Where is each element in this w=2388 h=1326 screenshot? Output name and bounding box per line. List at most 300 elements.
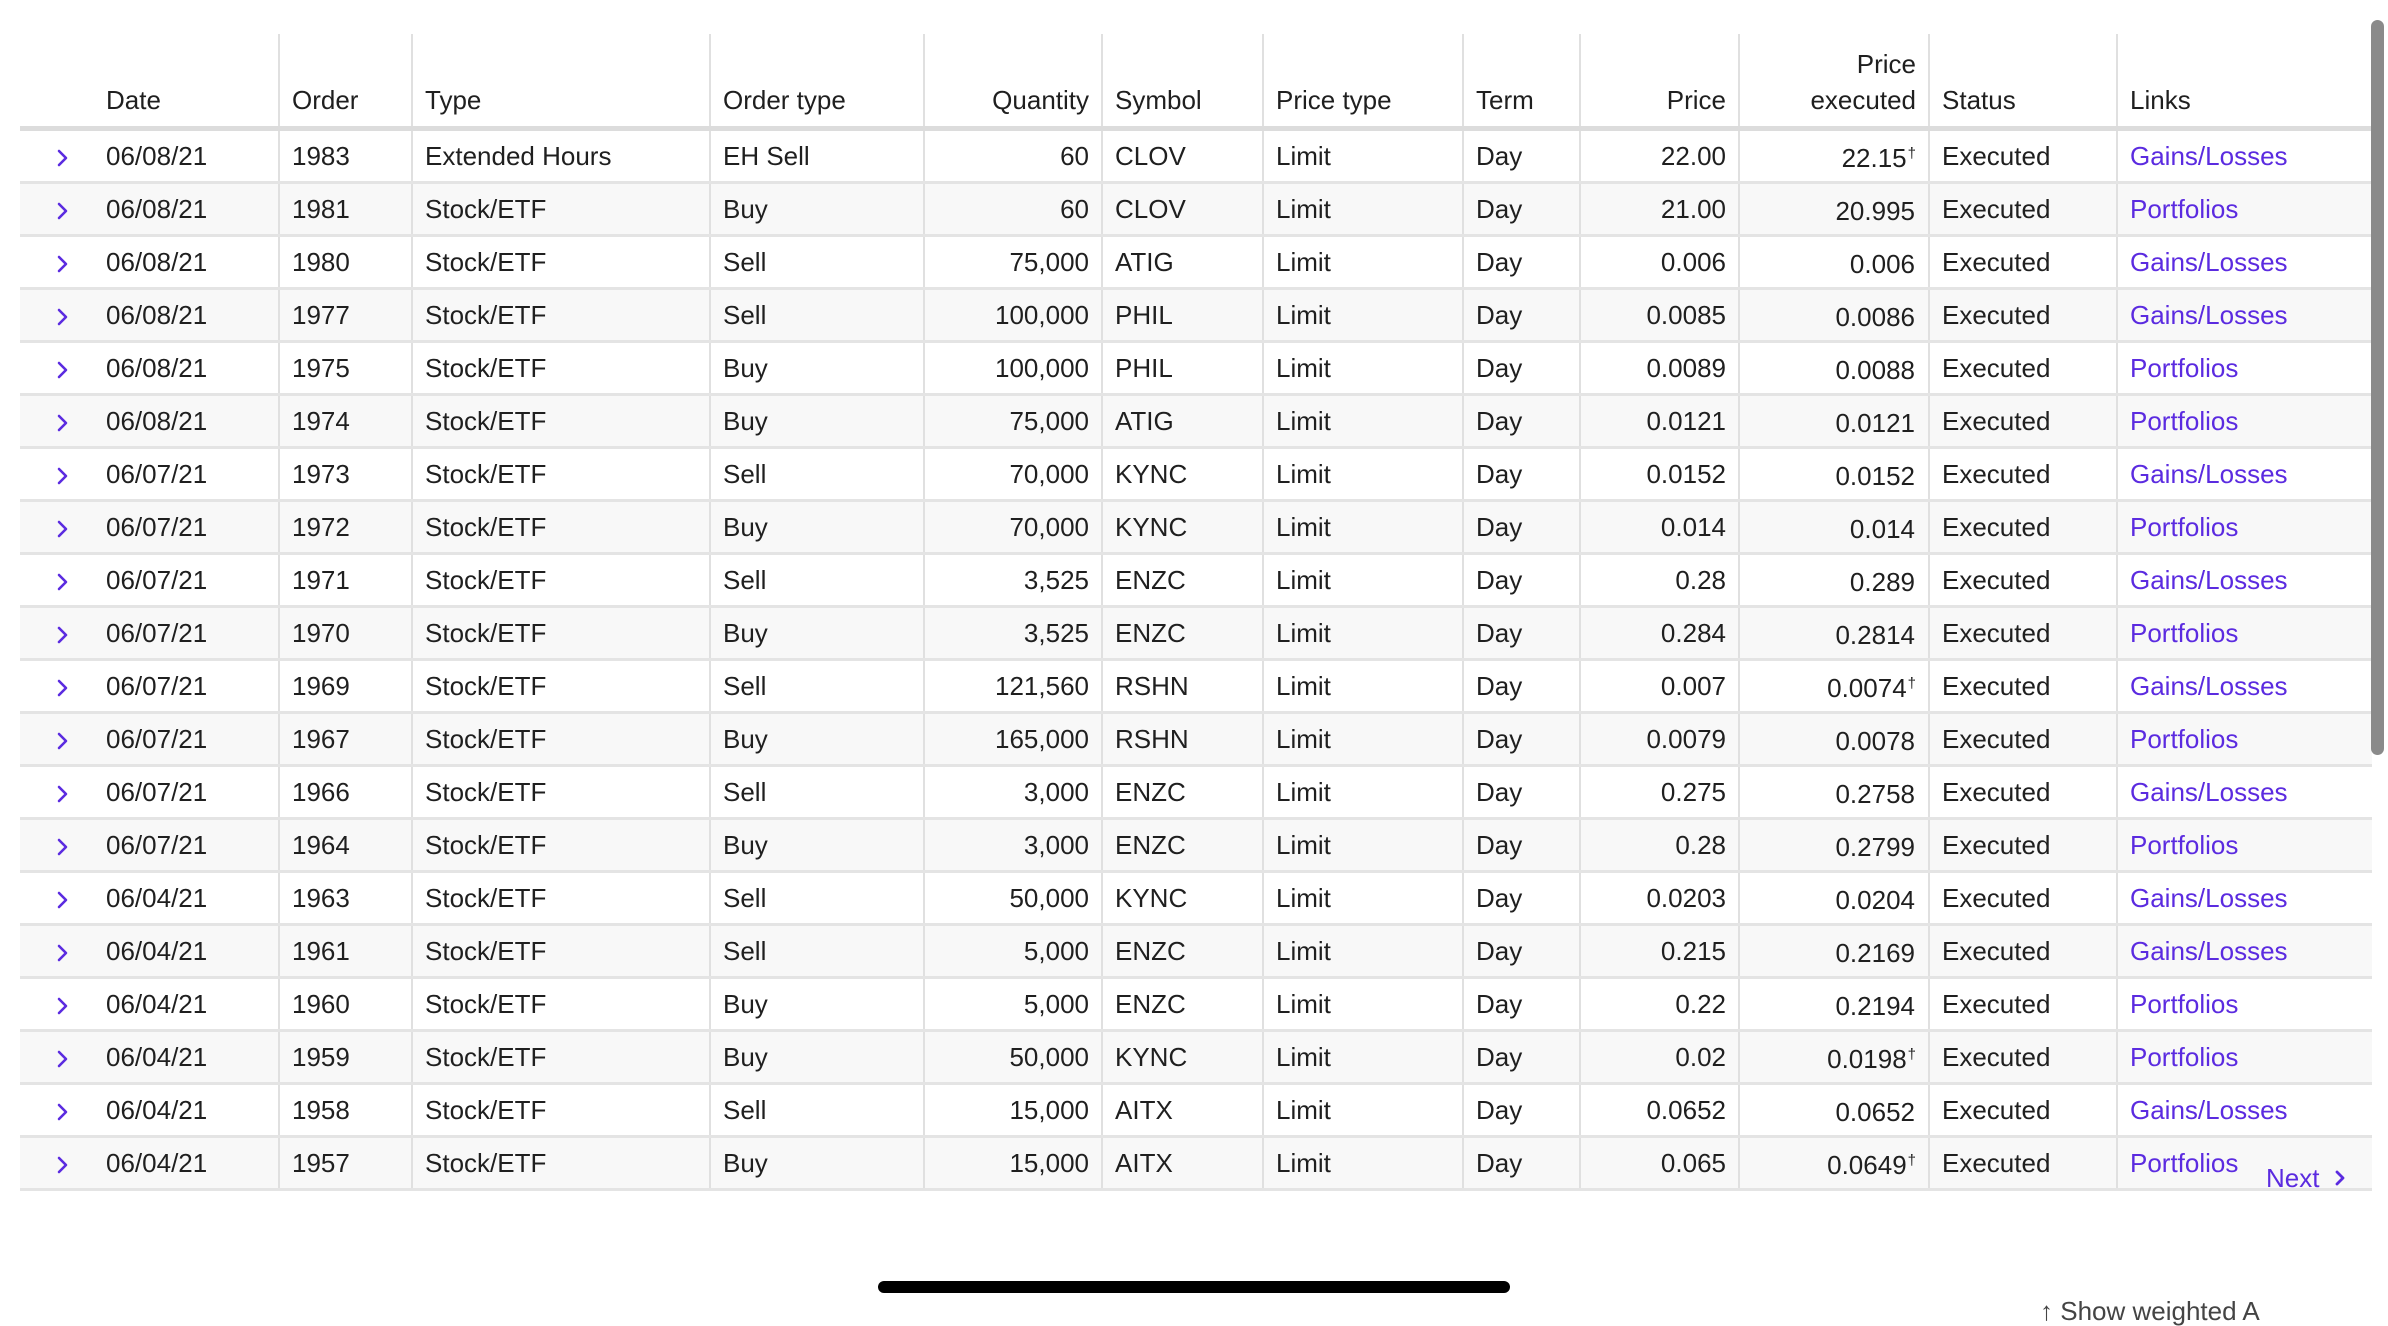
chevron-right-icon[interactable] [20, 558, 106, 603]
footer-clipped-link[interactable]: ↑ Show weighted A [2040, 1296, 2260, 1326]
date-cell [20, 713, 279, 766]
footnote-dagger: † [1907, 675, 1916, 692]
order-date: 06/07/21 [106, 829, 208, 860]
column-header-symbol: Symbol [1102, 34, 1263, 129]
price-executed: 0.0649 [1827, 1150, 1907, 1180]
symbol: RSHN [1102, 660, 1263, 713]
row-link[interactable]: Portfolios [2130, 1041, 2239, 1072]
links-cell [2117, 819, 2372, 872]
term: Day [1463, 1084, 1580, 1137]
chevron-right-icon[interactable] [20, 399, 106, 444]
status: Executed [1929, 1031, 2117, 1084]
row-link[interactable]: Gains/Losses [2130, 299, 2288, 330]
order-type: Buy [710, 342, 924, 395]
price-type: Limit [1263, 766, 1463, 819]
order-type: Sell [710, 448, 924, 501]
price-type: Limit [1263, 183, 1463, 236]
links-cell [2117, 1031, 2372, 1084]
symbol: ENZC [1102, 925, 1263, 978]
row-link[interactable]: Portfolios [2130, 405, 2239, 436]
row-link[interactable]: Gains/Losses [2130, 246, 2288, 277]
links-cell [2117, 342, 2372, 395]
row-link[interactable]: Portfolios [2130, 511, 2239, 542]
order-number: 1958 [279, 1084, 412, 1137]
column-header-term: Term [1463, 34, 1580, 129]
order-category: Stock/ETF [412, 342, 710, 395]
status: Executed [1929, 448, 2117, 501]
symbol: RSHN [1102, 713, 1263, 766]
order-date: 06/07/21 [106, 723, 208, 754]
row-link[interactable]: Portfolios [2130, 988, 2239, 1019]
table-header-row [20, 34, 2372, 129]
column-header-links: Links [2117, 34, 2372, 129]
order-type: Sell [710, 554, 924, 607]
table-row [20, 289, 2372, 342]
order-type: Buy [710, 395, 924, 448]
price-executed: 0.0078 [1835, 726, 1915, 756]
row-link[interactable]: Gains/Losses [2130, 935, 2288, 966]
next-label: Next [2266, 1163, 2320, 1193]
order-type: Sell [710, 236, 924, 289]
order-type: Buy [710, 501, 924, 554]
order-type: Buy [710, 1137, 924, 1190]
quantity: 15,000 [924, 1137, 1102, 1190]
price-type: Limit [1263, 448, 1463, 501]
orders-table [20, 34, 2372, 1191]
symbol: ENZC [1102, 766, 1263, 819]
order-type: Sell [710, 289, 924, 342]
term: Day [1463, 925, 1580, 978]
status: Executed [1929, 872, 2117, 925]
chevron-right-icon [2335, 1168, 2347, 1188]
links-cell [2117, 289, 2372, 342]
symbol: ENZC [1102, 554, 1263, 607]
order-date: 06/07/21 [106, 776, 208, 807]
footnote-dagger: † [1907, 1152, 1916, 1169]
quantity: 3,525 [924, 554, 1102, 607]
order-date: 06/04/21 [106, 935, 208, 966]
date-cell [20, 766, 279, 819]
quantity: 50,000 [924, 872, 1102, 925]
status: Executed [1929, 395, 2117, 448]
price-type: Limit [1263, 607, 1463, 660]
column-header-price-executed: Price executed [1739, 34, 1929, 129]
status: Executed [1929, 554, 2117, 607]
links-cell [2117, 872, 2372, 925]
order-category: Stock/ETF [412, 289, 710, 342]
order-type: Buy [710, 607, 924, 660]
symbol: ATIG [1102, 395, 1263, 448]
date-cell [20, 978, 279, 1031]
row-link[interactable]: Portfolios [2130, 193, 2239, 224]
status: Executed [1929, 766, 2117, 819]
price-type: Limit [1263, 1084, 1463, 1137]
links-cell [2117, 1084, 2372, 1137]
column-header-type: Type [412, 34, 710, 129]
status: Executed [1929, 236, 2117, 289]
order-date: 06/04/21 [106, 1147, 208, 1178]
table-row [20, 1084, 2372, 1137]
column-header-order-type: Order type [710, 34, 924, 129]
price: 0.006 [1580, 236, 1739, 289]
chevron-right-icon[interactable] [20, 240, 106, 285]
order-category: Stock/ETF [412, 713, 710, 766]
status: Executed [1929, 289, 2117, 342]
price-executed-cell [1739, 1084, 1929, 1137]
price-executed-cell [1739, 129, 1929, 183]
date-cell [20, 448, 279, 501]
order-category: Stock/ETF [412, 501, 710, 554]
order-type: Sell [710, 925, 924, 978]
price-executed-cell [1739, 978, 1929, 1031]
price: 0.284 [1580, 607, 1739, 660]
order-category: Stock/ETF [412, 1031, 710, 1084]
term: Day [1463, 607, 1580, 660]
row-link[interactable]: Gains/Losses [2130, 776, 2288, 807]
order-type: Buy [710, 819, 924, 872]
price-executed-cell [1739, 925, 1929, 978]
order-number: 1980 [279, 236, 412, 289]
price: 21.00 [1580, 183, 1739, 236]
chevron-right-icon[interactable] [20, 293, 106, 338]
order-date: 06/08/21 [106, 405, 208, 436]
term: Day [1463, 1137, 1580, 1190]
order-category: Stock/ETF [412, 872, 710, 925]
table-row [20, 1031, 2372, 1084]
order-category: Stock/ETF [412, 395, 710, 448]
order-type: EH Sell [710, 129, 924, 183]
status: Executed [1929, 819, 2117, 872]
table-row [20, 925, 2372, 978]
order-date: 06/08/21 [106, 246, 208, 277]
footnote-dagger: † [1907, 1046, 1916, 1063]
price: 0.02 [1580, 1031, 1739, 1084]
quantity: 5,000 [924, 925, 1102, 978]
row-link[interactable]: Portfolios [2130, 1147, 2239, 1178]
order-date: 06/04/21 [106, 988, 208, 1019]
row-link[interactable]: Gains/Losses [2130, 882, 2288, 913]
term: Day [1463, 660, 1580, 713]
price-executed-cell [1739, 1137, 1929, 1190]
price-type: Limit [1263, 978, 1463, 1031]
term: Day [1463, 978, 1580, 1031]
price-executed-cell [1739, 183, 1929, 236]
price-type: Limit [1263, 395, 1463, 448]
price-type: Limit [1263, 554, 1463, 607]
order-number: 1957 [279, 1137, 412, 1190]
chevron-right-icon[interactable] [20, 611, 106, 656]
quantity: 70,000 [924, 448, 1102, 501]
row-link[interactable]: Portfolios [2130, 723, 2239, 754]
price: 0.014 [1580, 501, 1739, 554]
order-date: 06/08/21 [106, 352, 208, 383]
price-executed: 0.014 [1849, 514, 1915, 544]
column-header-order: Order [279, 34, 412, 129]
column-header-quantity: Quantity [924, 34, 1102, 129]
order-category: Stock/ETF [412, 183, 710, 236]
chevron-right-icon[interactable] [20, 505, 106, 550]
price-executed-cell [1739, 342, 1929, 395]
status: Executed [1929, 342, 2117, 395]
quantity: 100,000 [924, 342, 1102, 395]
order-number: 1969 [279, 660, 412, 713]
term: Day [1463, 766, 1580, 819]
status: Executed [1929, 501, 2117, 554]
order-date: 06/08/21 [106, 299, 208, 330]
quantity: 100,000 [924, 289, 1102, 342]
price: 0.0121 [1580, 395, 1739, 448]
links-cell [2117, 713, 2372, 766]
status: Executed [1929, 978, 2117, 1031]
table-row [20, 660, 2372, 713]
symbol: PHIL [1102, 289, 1263, 342]
price-executed-cell [1739, 448, 1929, 501]
order-category: Stock/ETF [412, 1084, 710, 1137]
price: 0.007 [1580, 660, 1739, 713]
date-cell [20, 342, 279, 395]
order-number: 1967 [279, 713, 412, 766]
date-cell [20, 872, 279, 925]
price-executed: 0.0652 [1835, 1097, 1915, 1127]
date-cell [20, 395, 279, 448]
order-type: Buy [710, 713, 924, 766]
order-number: 1975 [279, 342, 412, 395]
row-link[interactable]: Gains/Losses [2130, 1094, 2288, 1125]
quantity: 165,000 [924, 713, 1102, 766]
price-type: Limit [1263, 1137, 1463, 1190]
price: 0.0079 [1580, 713, 1739, 766]
chevron-right-icon[interactable] [20, 929, 106, 974]
price-executed-cell [1739, 872, 1929, 925]
price-executed: 0.0121 [1835, 408, 1915, 438]
order-number: 1966 [279, 766, 412, 819]
next-page-button[interactable] [2266, 1160, 2347, 1196]
status: Executed [1929, 1137, 2117, 1190]
order-number: 1964 [279, 819, 412, 872]
table-row [20, 872, 2372, 925]
row-link[interactable]: Portfolios [2130, 829, 2239, 860]
quantity: 5,000 [924, 978, 1102, 1031]
table-row [20, 183, 2372, 236]
chevron-right-icon[interactable] [20, 1141, 106, 1186]
order-category: Stock/ETF [412, 554, 710, 607]
date-cell [20, 554, 279, 607]
table-row [20, 395, 2372, 448]
symbol: ENZC [1102, 978, 1263, 1031]
symbol: KYNC [1102, 872, 1263, 925]
term: Day [1463, 713, 1580, 766]
status: Executed [1929, 660, 2117, 713]
price: 0.28 [1580, 819, 1739, 872]
chevron-right-icon[interactable] [20, 823, 106, 868]
order-type: Sell [710, 660, 924, 713]
price-type: Limit [1263, 1031, 1463, 1084]
order-date: 06/04/21 [106, 1094, 208, 1125]
price-executed: 0.2169 [1835, 938, 1915, 968]
chevron-right-icon[interactable] [20, 346, 106, 391]
price-executed-cell [1739, 395, 1929, 448]
symbol: PHIL [1102, 342, 1263, 395]
symbol: ATIG [1102, 236, 1263, 289]
table-row [20, 129, 2372, 183]
chevron-right-icon[interactable] [20, 134, 106, 179]
table-row [20, 766, 2372, 819]
price: 0.0085 [1580, 289, 1739, 342]
price-executed-cell [1739, 236, 1929, 289]
row-link[interactable]: Gains/Losses [2130, 564, 2288, 595]
term: Day [1463, 289, 1580, 342]
chevron-right-icon[interactable] [20, 664, 106, 709]
date-cell [20, 1084, 279, 1137]
symbol: CLOV [1102, 183, 1263, 236]
price-type: Limit [1263, 872, 1463, 925]
price-type: Limit [1263, 925, 1463, 978]
row-link[interactable]: Gains/Losses [2130, 458, 2288, 489]
term: Day [1463, 819, 1580, 872]
order-type: Sell [710, 1084, 924, 1137]
order-type: Sell [710, 766, 924, 819]
table-row [20, 236, 2372, 289]
price-type: Limit [1263, 289, 1463, 342]
chevron-right-icon[interactable] [20, 1088, 106, 1133]
price-executed-cell [1739, 501, 1929, 554]
price-executed: 0.2799 [1835, 832, 1915, 862]
price-type: Limit [1263, 660, 1463, 713]
chevron-right-icon[interactable] [20, 770, 106, 815]
price-executed-cell [1739, 1031, 1929, 1084]
date-cell [20, 129, 279, 183]
chevron-right-icon[interactable] [20, 717, 106, 762]
price: 0.22 [1580, 978, 1739, 1031]
quantity: 75,000 [924, 236, 1102, 289]
price-executed: 0.289 [1849, 567, 1915, 597]
order-type: Buy [710, 183, 924, 236]
order-type: Sell [710, 872, 924, 925]
quantity: 75,000 [924, 395, 1102, 448]
order-number: 1977 [279, 289, 412, 342]
chevron-right-icon[interactable] [20, 876, 106, 921]
symbol: AITX [1102, 1084, 1263, 1137]
table-body [20, 129, 2372, 1190]
row-link[interactable]: Portfolios [2130, 617, 2239, 648]
table-row [20, 501, 2372, 554]
date-cell [20, 289, 279, 342]
quantity: 70,000 [924, 501, 1102, 554]
price-executed: 0.0086 [1835, 302, 1915, 332]
row-link[interactable]: Gains/Losses [2130, 140, 2288, 171]
vertical-scrollbar[interactable] [2371, 20, 2384, 755]
quantity: 50,000 [924, 1031, 1102, 1084]
column-header-status: Status [1929, 34, 2117, 129]
symbol: CLOV [1102, 129, 1263, 183]
date-cell [20, 660, 279, 713]
order-number: 1970 [279, 607, 412, 660]
price-executed: 0.0152 [1835, 461, 1915, 491]
order-category: Stock/ETF [412, 236, 710, 289]
price-executed-cell [1739, 554, 1929, 607]
date-cell [20, 925, 279, 978]
price: 0.275 [1580, 766, 1739, 819]
date-cell [20, 1137, 279, 1190]
order-category: Stock/ETF [412, 766, 710, 819]
order-number: 1981 [279, 183, 412, 236]
price-executed: 0.0088 [1835, 355, 1915, 385]
order-category: Stock/ETF [412, 978, 710, 1031]
price-type: Limit [1263, 129, 1463, 183]
quantity: 3,525 [924, 607, 1102, 660]
links-cell [2117, 925, 2372, 978]
chevron-right-icon[interactable] [20, 452, 106, 497]
price: 0.215 [1580, 925, 1739, 978]
price: 0.0089 [1580, 342, 1739, 395]
symbol: ENZC [1102, 607, 1263, 660]
status: Executed [1929, 607, 2117, 660]
order-date: 06/08/21 [106, 140, 208, 171]
price-executed-cell [1739, 766, 1929, 819]
links-cell [2117, 501, 2372, 554]
order-date: 06/07/21 [106, 458, 208, 489]
price-executed-cell [1739, 607, 1929, 660]
home-indicator [878, 1281, 1510, 1293]
chevron-right-icon[interactable] [20, 982, 106, 1027]
term: Day [1463, 554, 1580, 607]
order-category: Stock/ETF [412, 607, 710, 660]
order-category: Extended Hours [412, 129, 710, 183]
symbol: KYNC [1102, 501, 1263, 554]
order-date: 06/07/21 [106, 564, 208, 595]
price: 0.0152 [1580, 448, 1739, 501]
table-row [20, 448, 2372, 501]
price-executed: 22.15 [1841, 143, 1907, 173]
order-number: 1961 [279, 925, 412, 978]
status: Executed [1929, 183, 2117, 236]
date-cell [20, 607, 279, 660]
date-cell [20, 501, 279, 554]
date-cell [20, 1031, 279, 1084]
column-header-price-type: Price type [1263, 34, 1463, 129]
order-date: 06/04/21 [106, 882, 208, 913]
order-type: Buy [710, 1031, 924, 1084]
order-number: 1974 [279, 395, 412, 448]
price-executed: 0.2758 [1835, 779, 1915, 809]
price-executed-cell [1739, 289, 1929, 342]
links-cell [2117, 607, 2372, 660]
price-executed: 20.995 [1835, 196, 1915, 226]
symbol: KYNC [1102, 448, 1263, 501]
price-executed: 0.0204 [1835, 885, 1915, 915]
status: Executed [1929, 129, 2117, 183]
orders-table-container [20, 34, 2372, 1191]
quantity: 3,000 [924, 819, 1102, 872]
row-link[interactable]: Portfolios [2130, 352, 2239, 383]
row-link[interactable]: Gains/Losses [2130, 670, 2288, 701]
table-row [20, 607, 2372, 660]
order-number: 1959 [279, 1031, 412, 1084]
term: Day [1463, 395, 1580, 448]
links-cell [2117, 766, 2372, 819]
links-cell [2117, 554, 2372, 607]
price: 0.0203 [1580, 872, 1739, 925]
chevron-right-icon[interactable] [20, 187, 106, 232]
footnote-dagger: † [1907, 145, 1916, 162]
links-cell [2117, 236, 2372, 289]
price-executed: 0.2194 [1835, 991, 1915, 1021]
chevron-right-icon[interactable] [20, 1035, 106, 1080]
symbol: ENZC [1102, 819, 1263, 872]
column-header-date: Date [20, 34, 279, 129]
column-header-price: Price [1580, 34, 1739, 129]
order-type: Buy [710, 978, 924, 1031]
